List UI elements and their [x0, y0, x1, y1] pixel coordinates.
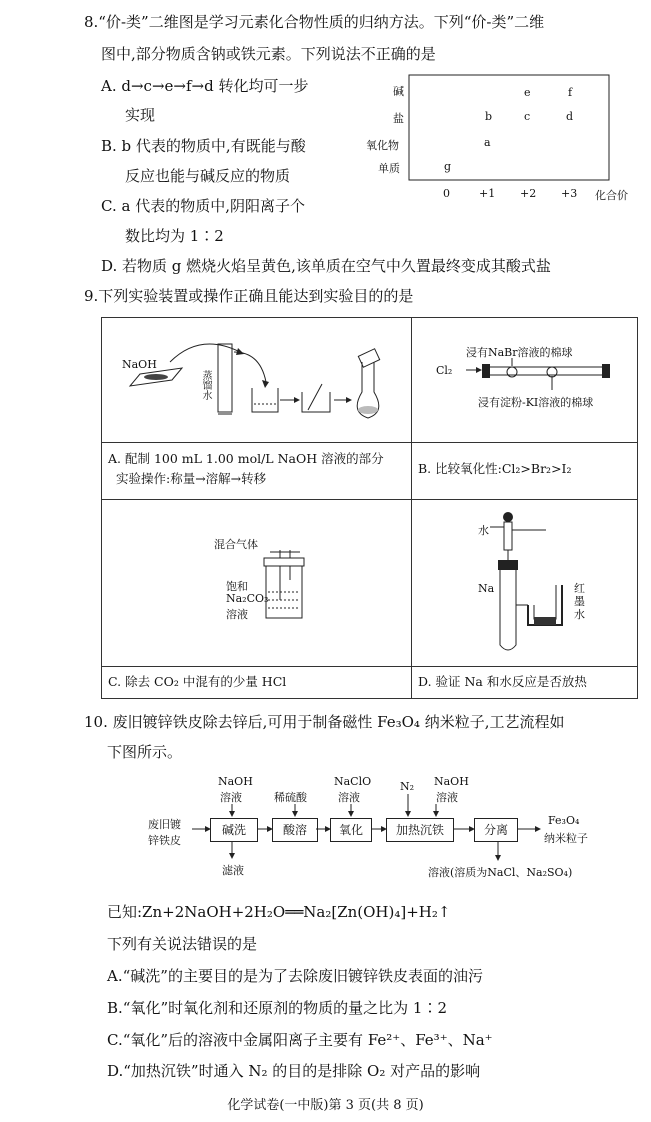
q10-ask: 下列有关说法错误的是	[107, 935, 258, 953]
q9-d-ink-1: 红	[574, 582, 585, 595]
flow-box-oxidize: 氧化	[330, 818, 372, 842]
q8-option-b-cont: 反应也能与碱反应的物质	[125, 167, 291, 185]
q10-option-a: A.“碱洗”的主要目的是为了去除废旧镀锌铁皮表面的油污	[107, 967, 483, 985]
q8-stem-line1: 8.“价-类”二维图是学习元素化合物性质的归纳方法。下列“价-类”二维	[84, 13, 545, 31]
flow-box-alkali-wash: 碱洗	[210, 818, 258, 842]
q9-b-bottom-label: 浸有淀粉-KI溶液的棉球	[478, 396, 594, 409]
flow-waste-filtrate: 滤液	[222, 864, 244, 877]
flow-product-1: Fe₃O₄	[548, 814, 580, 827]
q9-a-water-label: 蒸馏水	[200, 370, 211, 400]
q9-d-caption-cell	[412, 667, 638, 699]
flow-start-1: 废旧镀	[148, 818, 181, 831]
flow-box-heat-precipitate: 加热沉铁	[386, 818, 454, 842]
q8-option-c-cont: 数比均为 1∶2	[125, 227, 224, 245]
flow-filtrate-solute: 溶液(溶质为NaCl、Na₂SO₄)	[428, 866, 573, 879]
q9-c-sol1: 饱和	[226, 580, 248, 593]
chart-ylabel-element: 单质	[378, 162, 400, 175]
q9-d-caption: D. 验证 Na 和水反应是否放热	[418, 674, 587, 689]
q9-a-caption-1: A. 配制 100 mL 1.00 mol/L NaOH 溶液的部分	[108, 451, 384, 466]
q9-b-cl2-label: Cl₂	[436, 364, 453, 377]
flow-in4: N₂	[400, 780, 415, 793]
q9-c-sol3: 溶液	[226, 608, 248, 621]
chart-xtick-3: +3	[561, 187, 578, 200]
flow-box-separate: 分离	[474, 818, 518, 842]
q9-stem: 9.下列实验装置或操作正确且能达到实验目的的是	[84, 287, 414, 305]
chart-point-f: f	[568, 86, 573, 99]
chart-point-b: b	[485, 110, 493, 123]
flow-in3-a: NaClO	[334, 775, 372, 788]
q9-d-na-label: Na	[478, 582, 495, 595]
q9-a-apparatus	[110, 322, 410, 432]
chart-point-g: g	[444, 160, 452, 173]
q8-option-a-cont: 实现	[125, 106, 156, 124]
flow-in1-a: NaOH	[218, 775, 253, 788]
q10-stem-line1: 10. 废旧镀锌铁皮除去锌后,可用于制备磁性 Fe₃O₄ 纳米粒子,工艺流程如	[84, 713, 565, 731]
q9-b-caption-cell	[412, 443, 638, 500]
q8-chart-frame	[378, 72, 638, 202]
chart-ylabel-oxide: 氧化物	[366, 139, 399, 152]
q9-a-caption-2: 实验操作:称量→溶解→转移	[116, 471, 267, 486]
q9-d-water-label: 水	[478, 524, 489, 537]
q9-a-caption-cell	[102, 443, 412, 500]
q8-option-d: D. 若物质 g 燃烧火焰呈黄色,该单质在空气中久置最终变成其酸式盐	[101, 257, 551, 275]
q8-option-a: A. d→c→e→f→d 转化均可一步	[101, 77, 309, 95]
q9-c-sol2: Na₂CO₃	[226, 592, 269, 605]
flow-start-2: 锌铁皮	[148, 834, 181, 847]
q9-c-gas-label: 混合气体	[214, 538, 258, 551]
q9-b-caption: B. 比较氧化性:Cl₂>Br₂>I₂	[418, 461, 572, 476]
chart-point-e: e	[524, 86, 531, 99]
flow-in5-b: 溶液	[436, 791, 458, 804]
q10-option-c: C.“氧化”后的溶液中金属阳离子主要有 Fe²⁺、Fe³⁺、Na⁺	[107, 1031, 493, 1049]
chart-ylabel-salt: 盐	[393, 112, 404, 125]
q9-d-ink-2: 墨	[574, 595, 585, 608]
q10-known: 已知:Zn+2NaOH+2H₂O══Na₂[Zn(OH)₄]+H₂↑	[107, 903, 451, 921]
chart-xtick-0: 0	[443, 187, 450, 200]
page-footer: 化学试卷(一中版)第 3 页(共 8 页)	[227, 1098, 424, 1113]
q10-stem-line2: 下图所示。	[107, 743, 183, 761]
chart-xtick-2: +2	[520, 187, 537, 200]
flow-box-acid-dissolve: 酸溶	[272, 818, 318, 842]
flow-in5-a: NaOH	[434, 775, 469, 788]
q9-c-caption-cell	[102, 667, 412, 699]
chart-xtick-1: +1	[479, 187, 496, 200]
q9-a-naoh-label: NaOH	[122, 358, 157, 371]
q9-b-top-label: 浸有NaBr溶液的棉球	[466, 346, 573, 359]
chart-ylabel-base: 碱	[393, 85, 404, 98]
q8-option-b: B. b 代表的物质中,有既能与酸	[101, 137, 306, 155]
q8-option-c: C. a 代表的物质中,阴阳离子个	[101, 197, 305, 215]
chart-xtitle: 化合价	[595, 189, 628, 202]
chart-point-a: a	[484, 136, 491, 149]
q10-option-d: D.“加热沉铁”时通入 N₂ 的目的是排除 O₂ 对产品的影响	[107, 1062, 481, 1080]
chart-point-d: d	[566, 110, 574, 123]
q9-d-ink-3: 水	[574, 608, 585, 621]
flow-in3-b: 溶液	[338, 791, 360, 804]
q10-option-b: B.“氧化”时氧化剂和还原剂的物质的量之比为 1∶2	[107, 999, 447, 1017]
q9-c-caption: C. 除去 CO₂ 中混有的少量 HCl	[108, 674, 287, 689]
q8-stem-line2: 图中,部分物质含钠或铁元素。下列说法不正确的是	[101, 45, 436, 63]
flow-in2: 稀硫酸	[274, 791, 307, 804]
flow-in1-b: 溶液	[220, 791, 242, 804]
chart-point-c: c	[524, 110, 531, 123]
flow-product-2: 纳米粒子	[544, 832, 588, 845]
